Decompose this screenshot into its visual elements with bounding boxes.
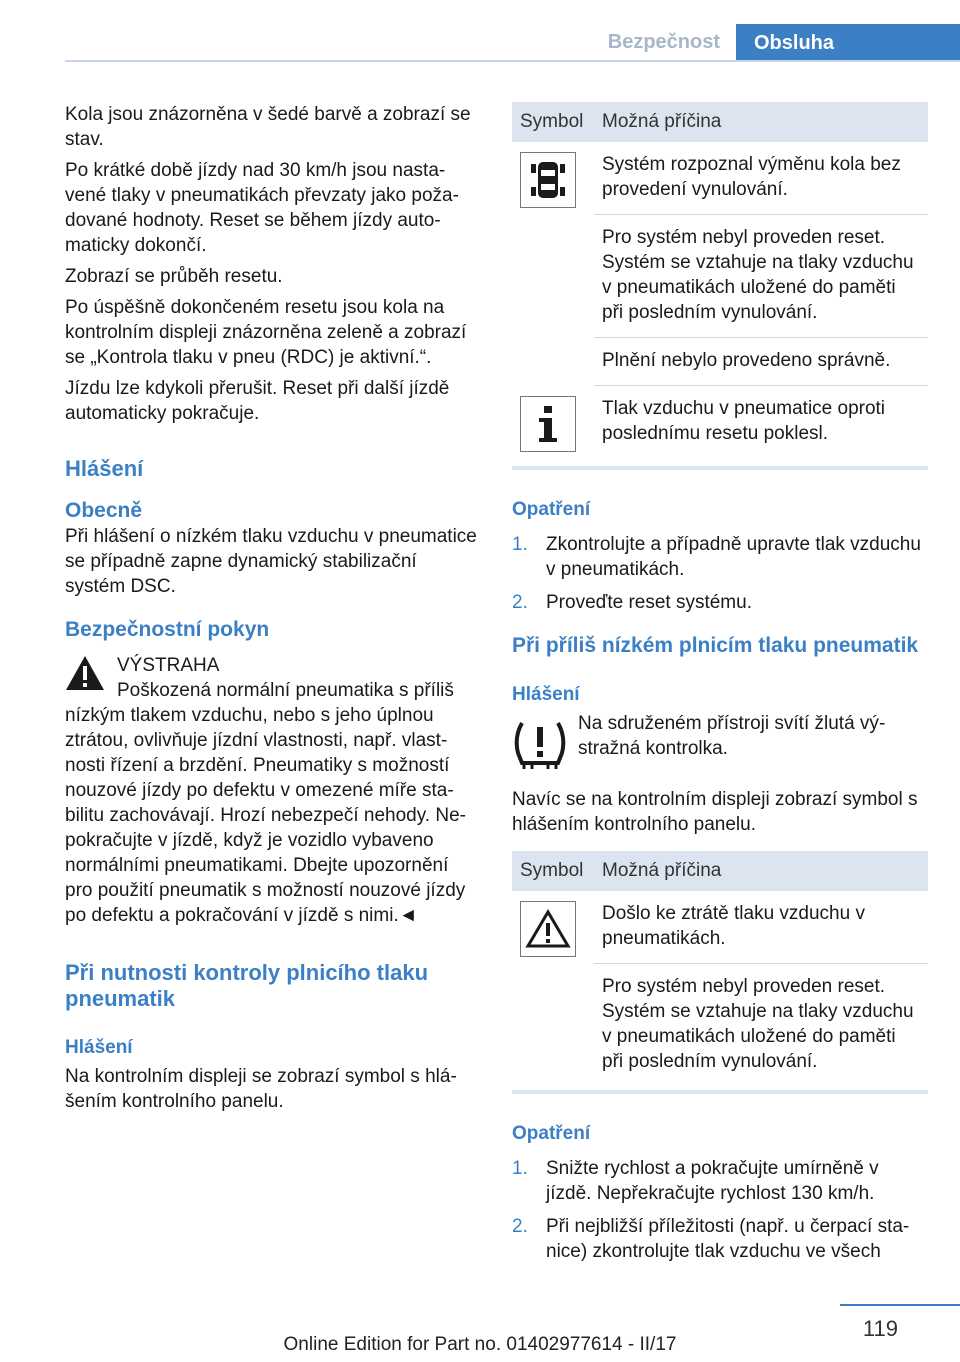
steps-list-2 (512, 1156, 928, 1264)
indicator-message-text: Na sdruženém přístroji svítí žlutá výstražná kontrolka. (578, 712, 886, 759)
table-end-rule (512, 466, 928, 470)
heading-hlaseni-2: Hlášení (65, 1037, 133, 1058)
edition-footer: Online Edition for Part no. 01402977614 - II/17 (283, 1334, 677, 1355)
heading-opatreni-2: Opatření (512, 1122, 591, 1144)
cause-cell: Došlo ke ztrátě tlaku vzduchu v pneumatikách. (594, 891, 928, 964)
paragraph: Na kontrolním displeji se zobrazí symbol s hlášením kontrolního panelu. (65, 1066, 457, 1112)
triangle-warning-icon (520, 901, 576, 957)
heading-opatreni-1: Opatření (512, 498, 591, 520)
paragraph: Po úspěšně dokončeném resetu jsou kola na kontrolním displeji znázorněna zeleně a zobrazí se „Kontrola tlaku v pneu (RDC) je aktivní.“. (65, 297, 467, 368)
table-end-rule (512, 1090, 928, 1094)
heading-hlaseni: Hlášení (65, 456, 144, 481)
table-row (512, 142, 928, 215)
steps-list-1 (512, 532, 928, 615)
warning-title: VÝSTRAHA (117, 655, 220, 676)
symbol-table-2 (512, 851, 928, 1086)
warning-triangle-icon (65, 655, 105, 691)
table-row (512, 891, 928, 964)
heading-nutnost-kontroly: Při nutnosti kontroly plnicího tlaku pneumatik (65, 960, 429, 1011)
symbol-cell (512, 891, 594, 1086)
car-wheels-icon (520, 152, 576, 208)
list-item: 1. Snižte rychlost a pokračujte umírněně v jízdě. Nepřekračujte rychlost 130 km/h. (512, 1157, 879, 1204)
paragraph: Při hlášení o nízkém tlaku vzduchu v pneumatice se případně zapne dynamický stabilizační systém DSC. (65, 526, 477, 597)
list-item: 1. Zkontrolujte a případně upravte tlak vzduchu v pneumatikách. (512, 533, 921, 580)
paragraph: Kola jsou znázorněna v šedé barvě a zobrazí se stav. (65, 104, 471, 150)
paragraph: Zobrazí se průběh resetu. (65, 266, 283, 287)
heading-bezpecnostni-pokyn: Bezpečnostní pokyn (65, 618, 270, 641)
cause-cell: Systém rozpoznal výměnu kola bez provedení vynulování. (594, 142, 928, 215)
section-tab[interactable]: Bezpečnost (607, 31, 720, 53)
footer-rule (840, 1304, 960, 1306)
indicator-message (512, 711, 928, 773)
page-header (0, 0, 960, 62)
heading-hlaseni-3: Hlášení (512, 683, 580, 705)
right-column (512, 102, 928, 1272)
table-row (512, 386, 928, 462)
tire-pressure-warning-icon (512, 715, 568, 769)
paragraph: Navíc se na kontrolním displeji zobrazí symbol s hlášením kontrolního panelu. (512, 788, 918, 835)
symbol-cell (512, 142, 594, 386)
chapter-tab[interactable]: Obsluha (736, 24, 960, 62)
warning-block (65, 653, 477, 928)
warning-text: Poškozená normální pneumatika s příliš nízkým tlakem vzduchu, nebo s jeho úplnou ztrátou, ovlivňuje jízdní vlastnosti, např. vlastnosti řízení a brzdění. Pneumatiky s možností nouzové jízdy po defektu v omezené míře stabilitu zachovávají. Hrozí nebezpečí nehody. Nepokračujte v jízdě, když je vozidlo vybaveno normálními pneumatikami. Dbejte upozornění pro použití pneumatik s možností nouzové jízdy po defektu a pokračování v jízdě s nimi.◄ (65, 680, 466, 926)
column-header-symbol: Symbol (512, 102, 594, 142)
cause-cell: Pro systém nebyl proveden reset. Systém se vztahuje na tlaky vzduchu v pneumatikách uložené do paměti při posledním vynulování. (594, 215, 928, 338)
page-number: 119 (862, 1316, 898, 1341)
column-header-cause: Možná příčina (594, 102, 928, 142)
paragraph: Jízdu lze kdykoli přerušit. Reset při další jízdě automaticky pokračuje. (65, 378, 450, 424)
paragraph: Po krátké době jízdy nad 30 km/h jsou nastavené tlaky v pneumatikách převzaty jako požadované hodnoty. Reset se během jízdy automaticky dokončí. (65, 160, 459, 256)
cause-cell: Pro systém nebyl proveden reset. Systém se vztahuje na tlaky vzduchu v pneumatikách uložené do paměti při posledním vynulování. (602, 975, 914, 1072)
column-header-symbol: Symbol (512, 851, 594, 891)
cause-cell: Tlak vzduchu v pneumatice oproti poslednímu resetu poklesl. (602, 398, 886, 444)
heading-prilis-nizky-tlak: Při příliš nízkém plnicím tlaku pneumatik (512, 633, 919, 657)
left-column (65, 102, 477, 1120)
symbol-table-1 (512, 102, 928, 462)
header-rule (65, 60, 960, 62)
heading-obecne: Obecně (65, 499, 143, 522)
column-header-cause: Možná příčina (594, 851, 928, 891)
symbol-cell (512, 386, 594, 462)
list-item: 2. Proveďte reset systému. (512, 591, 752, 613)
cause-cell: Plnění nebylo provedeno správně. (594, 338, 928, 386)
list-item: 2. Při nejbližší příležitosti (např. u čerpací stanice) zkontrolujte tlak vzduchu ve všech (512, 1215, 910, 1262)
info-icon (520, 396, 576, 452)
